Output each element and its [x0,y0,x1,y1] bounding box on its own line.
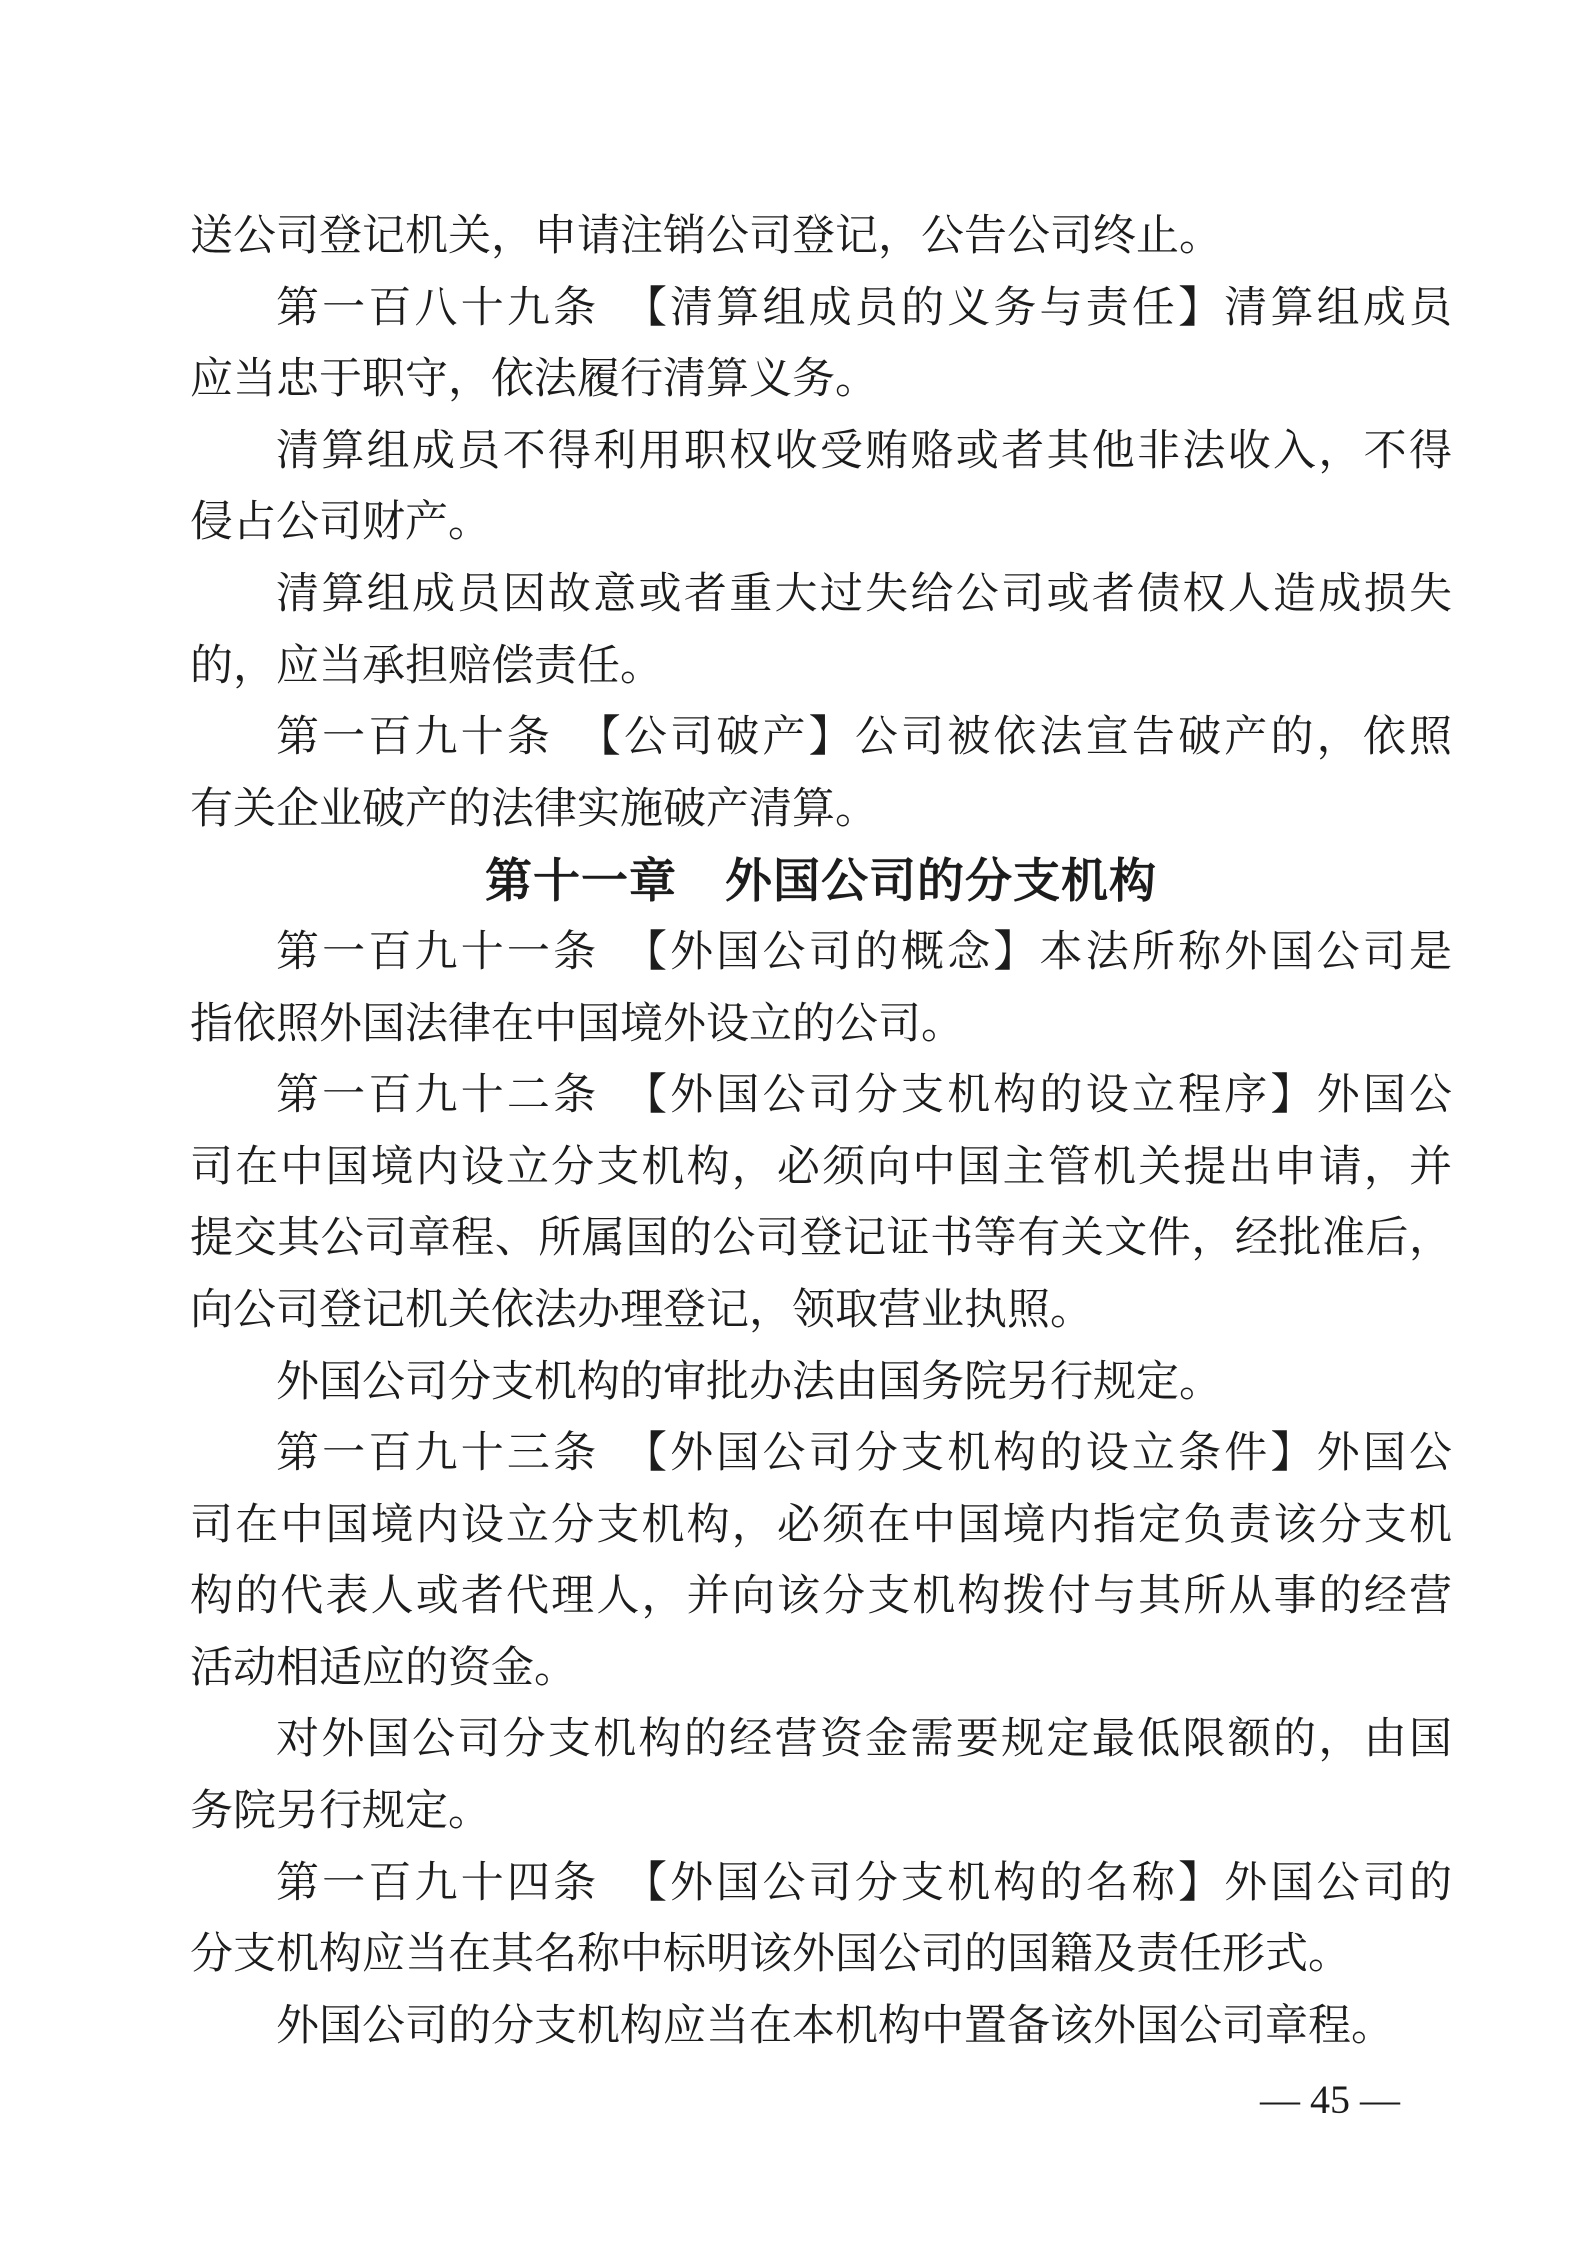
text-line: 第一百九十四条 【外国公司分支机构的名称】外国公司的 [276,1859,1452,1907]
text-line: 第一百九十条 【公司破产】公司被依法宣告破产的，依照 [276,714,1452,762]
text-line: 外国公司分支机构的审批办法由国务院另行规定。 [276,1358,1222,1406]
text-line: 清算组成员不得利用职权收受贿赂或者其他非法收入，不得 [276,427,1452,475]
text-line: 构的代表人或者代理人，并向该分支机构拨付与其所从事的经营 [190,1573,1452,1621]
text-line: 向公司登记机关依法办理登记，领取营业执照。 [190,1286,1093,1334]
text-line: 活动相适应的资金。 [190,1644,577,1692]
text-line: 分支机构应当在其名称中标明该外国公司的国籍及责任形式。 [190,1931,1351,1979]
text-line: 第一百九十二条 【外国公司分支机构的设立程序】外国公 [276,1072,1452,1120]
text-line: 司在中国境内设立分支机构，必须向中国主管机关提出申请，并 [190,1143,1452,1191]
text-line: 侵占公司财产。 [190,499,491,547]
text-line: 清算组成员因故意或者重大过失给公司或者债权人造成损失 [276,570,1452,618]
text-line: 应当忠于职守，依法履行清算义务。 [190,356,878,404]
text-line: 外国公司的分支机构应当在本机构中置备该外国公司章程。 [276,2002,1394,2050]
page-number: — 45 — [1260,2077,1400,2122]
text-line: 指依照外国法律在中国境外设立的公司。 [190,1000,964,1048]
text-line: 司在中国境内设立分支机构，必须在中国境内指定负责该分支机 [190,1501,1452,1549]
text-line: 的，应当承担赔偿责任。 [190,642,663,690]
text-line: 第一百九十一条 【外国公司的概念】本法所称外国公司是 [276,928,1452,976]
text-line: 第一百九十三条 【外国公司分支机构的设立条件】外国公 [276,1430,1452,1478]
text-line: 务院另行规定。 [190,1788,491,1836]
text-block [190,201,1452,2062]
chapter-heading: 第十一章 外国公司的分支机构 [485,854,1157,908]
text-line: 提交其公司章程、所属国的公司登记证书等有关文件，经批准后， [190,1215,1452,1263]
text-line: 对外国公司分支机构的经营资金需要规定最低限额的，由国 [276,1716,1452,1764]
text-line: 有关企业破产的法律实施破产清算。 [190,785,878,833]
text-line: 第一百八十九条 【清算组成员的义务与责任】清算组成员 [276,284,1452,332]
text-line: 送公司登记机关，申请注销公司登记，公告公司终止。 [190,213,1222,260]
